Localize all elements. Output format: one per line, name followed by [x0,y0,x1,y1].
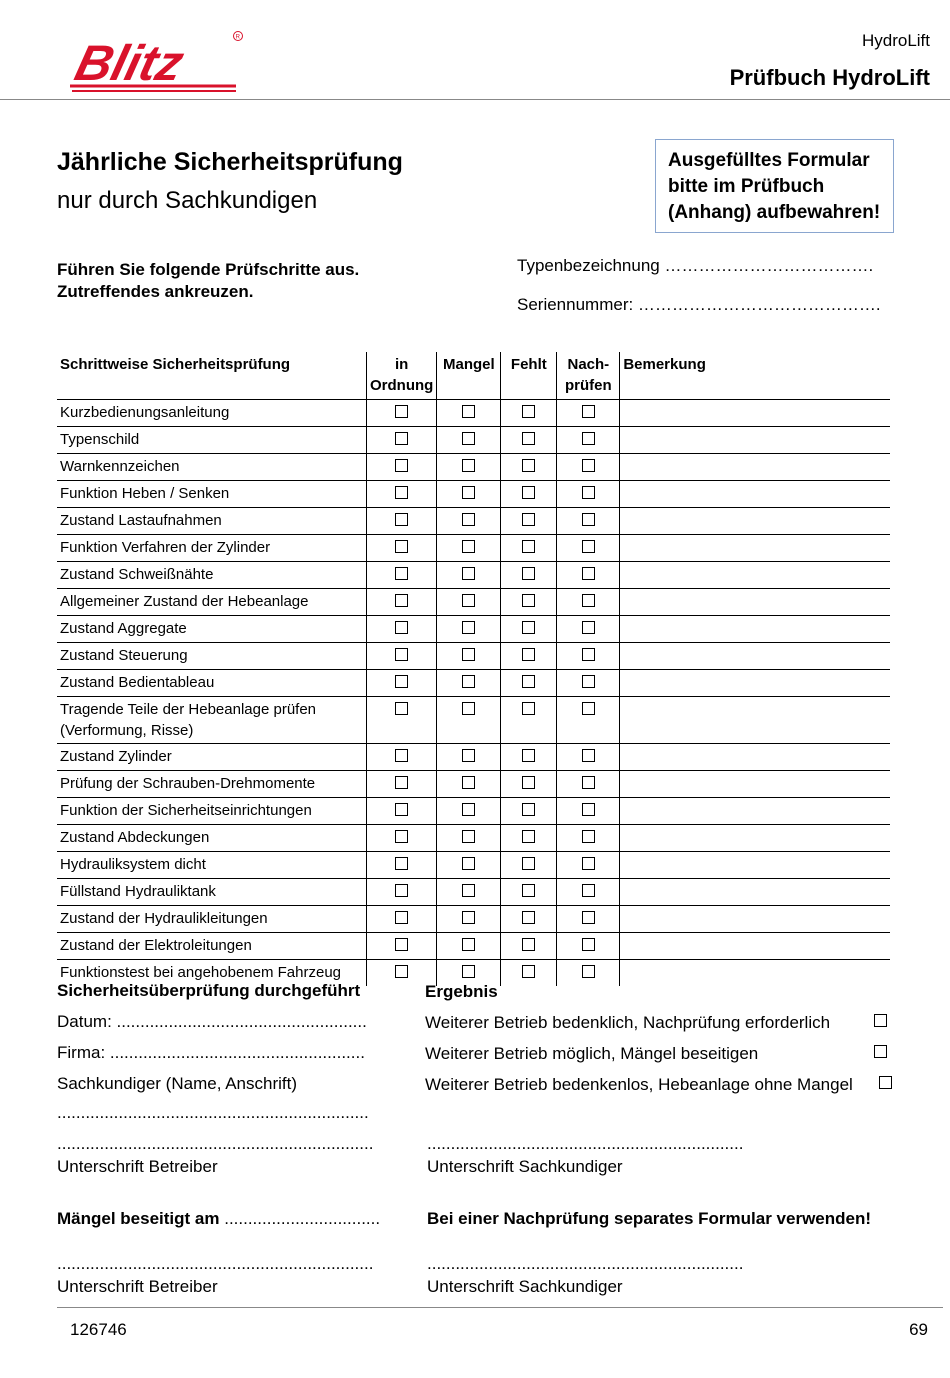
page-title: Jährliche Sicherheitsprüfung [57,148,403,176]
cell-missing [501,562,557,589]
cell-missing [501,643,557,670]
checkbox-recheck[interactable] [582,459,595,472]
row-label: Zustand der Hydraulikleitungen [57,906,367,933]
table-row [57,616,890,643]
cell-defect [437,508,501,535]
table-row [57,933,890,960]
cell-ok [367,744,437,771]
cell-defect [437,427,501,454]
remark-cell[interactable] [620,589,890,616]
instruction-line: Zutreffendes ankreuzen. [57,282,254,301]
checkbox-missing[interactable] [522,648,535,661]
col-header-recheck [557,352,620,400]
cell-defect [437,798,501,825]
remark-cell[interactable] [620,616,890,643]
checkbox-ok[interactable] [395,702,408,715]
cell-recheck [557,562,620,589]
row-label: Hydrauliksystem dicht [57,852,367,879]
checkbox-missing[interactable] [522,459,535,472]
cell-defect [437,643,501,670]
row-label: Zustand Schweißnähte [57,562,367,589]
recheck-note: Bei einer Nachprüfung separates Formular verwenden! [427,1209,872,1228]
checkbox-missing[interactable] [522,965,535,978]
cell-ok [367,771,437,798]
cell-recheck [557,825,620,852]
cell-recheck [557,798,620,825]
col-header-remark: Bemerkung [620,352,890,400]
remark-cell[interactable] [620,562,890,589]
defects-fixed-label: Mängel beseitigt am [57,1209,220,1228]
checkbox-recheck[interactable] [582,621,595,634]
checkbox-recheck[interactable] [582,857,595,870]
remark-cell[interactable] [620,852,890,879]
cell-recheck [557,616,620,643]
result-option-label: Weiterer Betrieb möglich, Mängel beseitigen [425,1044,759,1063]
cell-recheck [557,960,620,987]
checkbox-recheck[interactable] [582,776,595,789]
footer-divider [57,1307,943,1308]
operator-signature-label: Unterschrift Betreiber [57,1157,218,1176]
checkbox-ok[interactable] [395,567,408,580]
cell-ok [367,798,437,825]
cell-defect [437,535,501,562]
cell-missing [501,427,557,454]
cell-recheck [557,771,620,798]
cell-missing [501,454,557,481]
remark-cell[interactable] [620,744,890,771]
notice-line: Ausgefülltes Formular [668,150,870,171]
checkbox-defect[interactable] [462,513,475,526]
cell-missing [501,616,557,643]
checkbox-missing[interactable] [522,938,535,951]
col-header-ok-line: in [394,356,409,373]
cell-ok [367,933,437,960]
cell-defect [437,744,501,771]
cell-defect [437,852,501,879]
result-checkbox[interactable] [874,1045,887,1058]
row-label: Zustand Lastaufnahmen [57,508,367,535]
cell-missing [501,481,557,508]
cell-missing [501,933,557,960]
cell-defect [437,906,501,933]
checkbox-ok[interactable] [395,938,408,951]
table-row [57,670,890,697]
page-subtitle: nur durch Sachkundigen [57,187,318,214]
checkbox-missing[interactable] [522,884,535,897]
checkbox-recheck[interactable] [582,938,595,951]
cell-missing [501,535,557,562]
cell-ok [367,643,437,670]
checkbox-defect[interactable] [462,776,475,789]
checkbox-ok[interactable] [395,675,408,688]
col-header-ok-line: Ordnung [370,377,434,394]
expert-label: Sachkundiger (Name, Anschrift) [57,1074,297,1093]
row-label: Zustand Bedientableau [57,670,367,697]
checkbox-recheck[interactable] [582,675,595,688]
col-header-defect: Mangel [437,352,501,400]
remark-cell[interactable] [620,535,890,562]
cell-defect [437,879,501,906]
checkbox-missing[interactable] [522,432,535,445]
checkbox-defect[interactable] [462,540,475,553]
checkbox-missing[interactable] [522,405,535,418]
remark-cell[interactable] [620,643,890,670]
checkbox-recheck[interactable] [582,884,595,897]
checkbox-ok[interactable] [395,405,408,418]
checkbox-defect[interactable] [462,594,475,607]
svg-text:R: R [235,34,240,41]
instruction-line: Führen Sie folgende Prüfschritte aus. [57,260,360,279]
remark-cell[interactable] [620,427,890,454]
checkbox-defect[interactable] [462,405,475,418]
cell-recheck [557,670,620,697]
checkbox-missing[interactable] [522,675,535,688]
result-checkbox[interactable] [874,1014,887,1027]
checkbox-ok[interactable] [395,803,408,816]
remark-cell[interactable] [620,508,890,535]
operator-signature-line-2[interactable]: ................................................................... [57,1254,374,1273]
checkbox-ok[interactable] [395,911,408,924]
cell-recheck [557,697,620,744]
cell-ok [367,697,437,744]
cell-ok [367,825,437,852]
expert-signature-label: Unterschrift Sachkundiger [427,1157,623,1176]
expert-signature-line-2[interactable]: ................................................................... [427,1254,744,1273]
row-label: Kurzbedienungsanleitung [57,400,367,427]
checkbox-defect[interactable] [462,486,475,499]
checkbox-missing[interactable] [522,486,535,499]
checkbox-recheck[interactable] [582,648,595,661]
checkbox-defect[interactable] [462,432,475,445]
date-field[interactable]: Datum: ..................................................... [57,1012,367,1031]
result-heading: Ergebnis [425,982,498,1001]
cell-defect [437,481,501,508]
company-field[interactable]: Firma: ...................................................... [57,1043,365,1062]
cell-missing [501,825,557,852]
remark-cell[interactable] [620,481,890,508]
checkbox-defect[interactable] [462,621,475,634]
checkbox-defect[interactable] [462,675,475,688]
cell-missing [501,670,557,697]
cell-missing [501,879,557,906]
checkbox-defect[interactable] [462,884,475,897]
table-row [57,771,890,798]
row-label: Allgemeiner Zustand der Hebeanlage [57,589,367,616]
checkbox-missing[interactable] [522,567,535,580]
checkbox-defect[interactable] [462,459,475,472]
cell-recheck [557,879,620,906]
checkbox-missing[interactable] [522,621,535,634]
checkbox-ok[interactable] [395,513,408,526]
document-number: 126746 [70,1320,127,1339]
remark-cell[interactable] [620,906,890,933]
checkbox-missing[interactable] [522,702,535,715]
checkbox-missing[interactable] [522,749,535,762]
checkbox-defect[interactable] [462,830,475,843]
notice-box [655,139,894,233]
checkbox-defect[interactable] [462,803,475,816]
cell-recheck [557,427,620,454]
row-label: Warnkennzeichen [57,454,367,481]
table-row [57,508,890,535]
table-row [57,852,890,879]
cell-ok [367,589,437,616]
cell-missing [501,400,557,427]
table-row [57,744,890,771]
table-row [57,697,890,744]
cell-defect [437,771,501,798]
row-label: Typenschild [57,427,367,454]
checkbox-recheck[interactable] [582,830,595,843]
table-row [57,454,890,481]
cell-recheck [557,481,620,508]
operator-signature-line[interactable]: ................................................................... [57,1134,374,1153]
cell-ok [367,852,437,879]
row-label: Tragende Teile der Hebeanlage prüfen (Verformung, Risse) [57,697,367,744]
checkbox-ok[interactable] [395,776,408,789]
cell-missing [501,960,557,987]
cell-missing [501,508,557,535]
table-row [57,427,890,454]
table-row [57,562,890,589]
cell-ok [367,454,437,481]
cell-ok [367,481,437,508]
checkbox-missing[interactable] [522,857,535,870]
cell-ok [367,535,437,562]
cell-defect [437,562,501,589]
checkbox-defect[interactable] [462,702,475,715]
row-label: Funktion der Sicherheitseinrichtungen [57,798,367,825]
checkbox-missing[interactable] [522,594,535,607]
col-header-ok [367,352,437,400]
table-row [57,798,890,825]
notice-line: bitte im Prüfbuch [668,176,825,197]
cell-recheck [557,933,620,960]
cell-recheck [557,744,620,771]
table-row [57,879,890,906]
checkbox-ok[interactable] [395,459,408,472]
cell-recheck [557,852,620,879]
document-title: Prüfbuch HydroLift [729,65,930,90]
cell-defect [437,697,501,744]
result-checkbox[interactable] [879,1076,892,1089]
blitz-logo [68,26,248,96]
expert-signature-line[interactable]: ................................................................... [427,1134,744,1153]
col-header-step: Schrittweise Sicherheitsprüfung [57,352,367,400]
row-label: Zustand Aggregate [57,616,367,643]
row-label: Zustand Abdeckungen [57,825,367,852]
cell-ok [367,400,437,427]
cell-missing [501,771,557,798]
checkbox-ok[interactable] [395,884,408,897]
table-row [57,400,890,427]
col-header-recheck-line: prüfen [564,377,612,394]
cell-recheck [557,454,620,481]
header-divider [0,99,950,100]
col-header-missing: Fehlt [501,352,557,400]
remark-cell[interactable] [620,825,890,852]
cell-defect [437,589,501,616]
checkbox-missing[interactable] [522,776,535,789]
cell-recheck [557,400,620,427]
expert-signature-label-2: Unterschrift Sachkundiger [427,1277,623,1296]
checkbox-ok[interactable] [395,540,408,553]
cell-defect [437,400,501,427]
checkbox-ok[interactable] [395,749,408,762]
checkbox-recheck[interactable] [582,486,595,499]
cell-defect [437,454,501,481]
cell-defect [437,825,501,852]
remark-cell[interactable] [620,879,890,906]
checkbox-ok[interactable] [395,486,408,499]
cell-recheck [557,508,620,535]
defects-fixed-field[interactable] [57,1209,380,1229]
page-number: 69 [909,1320,928,1339]
cell-ok [367,670,437,697]
table-row [57,825,890,852]
cell-ok [367,427,437,454]
operator-signature-label-2: Unterschrift Betreiber [57,1277,218,1296]
type-designation-field[interactable]: Typenbezeichnung ………………………………. [517,256,874,275]
checkbox-missing[interactable] [522,513,535,526]
checkbox-recheck[interactable] [582,540,595,553]
row-label: Zustand Zylinder [57,744,367,771]
checkbox-recheck[interactable] [582,702,595,715]
checkbox-ok[interactable] [395,648,408,661]
remark-cell[interactable] [620,798,890,825]
inspection-done-heading: Sicherheitsüberprüfung durchgeführt [57,981,361,1000]
cell-recheck [557,643,620,670]
cell-missing [501,852,557,879]
checkbox-ok[interactable] [395,621,408,634]
checkbox-ok[interactable] [395,432,408,445]
cell-recheck [557,535,620,562]
checkbox-ok[interactable] [395,857,408,870]
cell-ok [367,906,437,933]
remark-cell[interactable] [620,454,890,481]
cell-defect [437,670,501,697]
table-row [57,481,890,508]
table-row [57,589,890,616]
row-label: Zustand Steuerung [57,643,367,670]
checkbox-defect[interactable] [462,749,475,762]
checkbox-recheck[interactable] [582,911,595,924]
checkbox-recheck[interactable] [582,513,595,526]
row-label: Füllstand Hydrauliktank [57,879,367,906]
table-row [57,643,890,670]
serial-number-field[interactable]: Seriennummer: ……………………………………. [517,295,881,314]
logo-text: Blitz [69,34,190,91]
checkbox-recheck[interactable] [582,803,595,816]
checkbox-missing[interactable] [522,803,535,816]
result-option-label: Weiterer Betrieb bedenkenlos, Hebeanlage ohne Mangel [425,1075,853,1094]
instructions [57,259,359,303]
checkbox-defect[interactable] [462,911,475,924]
cell-missing [501,589,557,616]
checkbox-defect[interactable] [462,857,475,870]
cell-ok [367,616,437,643]
cell-ok [367,562,437,589]
cell-defect [437,933,501,960]
row-label: Funktionstest bei angehobenem Fahrzeug [60,964,342,981]
checkbox-ok[interactable] [395,965,408,978]
result-option-label: Weiterer Betrieb bedenklich, Nachprüfung erforderlich [425,1013,831,1032]
remark-cell[interactable] [620,670,890,697]
inspection-table [57,352,890,986]
notice-line: (Anhang) aufbewahren! [668,202,881,223]
defects-fixed-dots: ................................. [224,1209,381,1228]
product-name: HydroLift [861,31,930,50]
checkbox-recheck[interactable] [582,965,595,978]
table-row [57,535,890,562]
row-label: Funktion Verfahren der Zylinder [57,535,367,562]
col-header-recheck-line: Nach- [567,356,610,373]
checkbox-missing[interactable] [522,911,535,924]
row-label: Funktion Heben / Senken [57,481,367,508]
checkbox-defect[interactable] [462,938,475,951]
checkbox-ok[interactable] [395,594,408,607]
cell-ok [367,879,437,906]
remark-cell[interactable] [620,960,890,987]
cell-missing [501,744,557,771]
remark-cell[interactable] [620,933,890,960]
checkbox-recheck[interactable] [582,749,595,762]
checkbox-ok[interactable] [395,830,408,843]
checkbox-missing[interactable] [522,540,535,553]
checkbox-recheck[interactable] [582,432,595,445]
cell-missing [501,906,557,933]
remark-cell[interactable] [620,400,890,427]
remark-cell[interactable] [620,771,890,798]
remark-cell[interactable] [620,697,890,744]
table-row [57,906,890,933]
row-label: Prüfung der Schrauben-Drehmomente [57,771,367,798]
cell-recheck [557,589,620,616]
row-label: Zustand der Elektroleitungen [57,933,367,960]
cell-missing [501,798,557,825]
checkbox-missing[interactable] [522,830,535,843]
checkbox-defect[interactable] [462,965,475,978]
cell-missing [501,697,557,744]
expert-field[interactable]: .................................................................. [57,1103,369,1122]
cell-ok [367,508,437,535]
checkbox-recheck[interactable] [582,405,595,418]
cell-recheck [557,906,620,933]
checkbox-defect[interactable] [462,567,475,580]
checkbox-recheck[interactable] [582,594,595,607]
checkbox-defect[interactable] [462,648,475,661]
checkbox-recheck[interactable] [582,567,595,580]
cell-defect [437,616,501,643]
